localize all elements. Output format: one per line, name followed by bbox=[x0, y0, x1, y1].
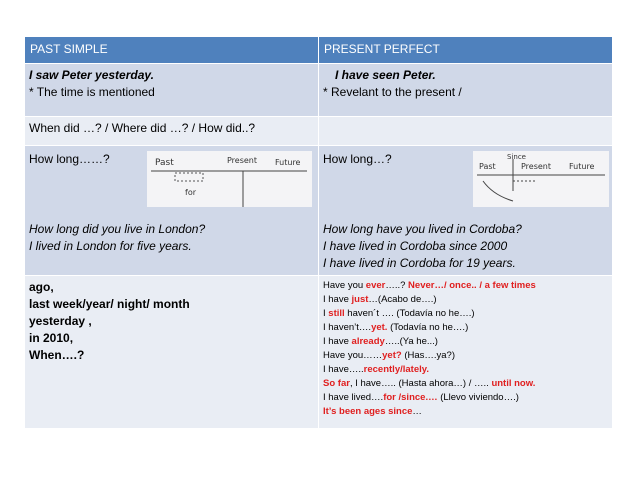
question-row bbox=[25, 117, 613, 146]
past-simple-example bbox=[25, 64, 319, 117]
header-present-perfect: PRESENT PERFECT bbox=[319, 37, 613, 64]
how-long-row bbox=[25, 146, 613, 276]
pp-expr-yet-negative: I haven’t….yet. (Todavía no he….) bbox=[323, 322, 469, 333]
present-time-expressions bbox=[319, 276, 613, 429]
past-example-sentence: I saw Peter yesterday. bbox=[29, 68, 154, 82]
past-how-long-ex2: I lived in London for five years. bbox=[29, 239, 192, 253]
pp-expr-ever: Have you ever…..? Never…/ once.. / a few times bbox=[323, 280, 536, 291]
past-sketch-for: for bbox=[185, 188, 196, 197]
past-expr-when: When….? bbox=[29, 348, 85, 362]
tense-comparison-table bbox=[24, 36, 613, 429]
past-sketch-past: Past bbox=[155, 158, 174, 168]
header-past-simple: PAST SIMPLE bbox=[25, 37, 319, 64]
present-how-long-ex3: I have lived in Cordoba for 19 years. bbox=[323, 256, 516, 270]
pp-expr-for-since: I have lived….for /since.… (Llevo viviendo….) bbox=[323, 392, 519, 403]
present-sketch-since: Since bbox=[507, 153, 526, 161]
present-sketch-present: Present bbox=[521, 162, 552, 171]
present-how-long-cell bbox=[319, 146, 613, 276]
past-how-long-question: How long……? bbox=[29, 152, 110, 166]
past-example-note: * The time is mentioned bbox=[29, 85, 155, 99]
pp-expr-already: I have already…..(Ya he...) bbox=[323, 336, 438, 347]
time-expressions-row bbox=[25, 276, 613, 429]
past-how-long-ex1: How long did you live in London? bbox=[29, 222, 206, 236]
example-row bbox=[25, 64, 613, 117]
past-how-long-cell bbox=[25, 146, 319, 276]
present-sketch-past: Past bbox=[479, 162, 496, 171]
past-questions: When did …? / Where did …? / How did..? bbox=[25, 117, 319, 146]
pp-expr-ages-since: It’s been ages since… bbox=[323, 406, 422, 417]
past-timeline-sketch bbox=[147, 151, 312, 207]
present-how-long-question: How long…? bbox=[323, 152, 392, 166]
present-timeline-sketch bbox=[473, 151, 609, 207]
pp-expr-still: I still haven´t …. (Todavía no he….) bbox=[323, 308, 475, 319]
pp-expr-yet-question: Have you……yet? (Has….ya?) bbox=[323, 350, 456, 361]
present-perfect-example bbox=[319, 64, 613, 117]
past-expr-last: last week/year/ night/ month bbox=[29, 297, 190, 311]
present-example-note: * Revelant to the present / bbox=[323, 85, 462, 99]
past-sketch-future: Future bbox=[275, 158, 301, 167]
present-example-sentence: I have seen Peter. bbox=[335, 68, 436, 82]
present-how-long-ex1: How long have you lived in Cordoba? bbox=[323, 222, 522, 236]
present-sketch-future: Future bbox=[569, 162, 595, 171]
present-questions bbox=[319, 117, 613, 146]
header-row bbox=[25, 37, 613, 64]
pp-expr-so-far: So far, I have….. (Hasta ahora…) / ….. until now. bbox=[323, 378, 536, 389]
pp-expr-just: I have just…(Acabo de….) bbox=[323, 294, 437, 305]
past-expr-in-year: in 2010, bbox=[29, 331, 74, 345]
present-how-long-ex2: I have lived in Cordoba since 2000 bbox=[323, 239, 508, 253]
past-expr-ago: ago, bbox=[29, 280, 54, 294]
past-expr-yesterday: yesterday , bbox=[29, 314, 92, 328]
past-sketch-present: Present bbox=[227, 156, 258, 165]
past-time-expressions bbox=[25, 276, 319, 429]
pp-expr-recently: I have…..recently/lately. bbox=[323, 364, 429, 375]
